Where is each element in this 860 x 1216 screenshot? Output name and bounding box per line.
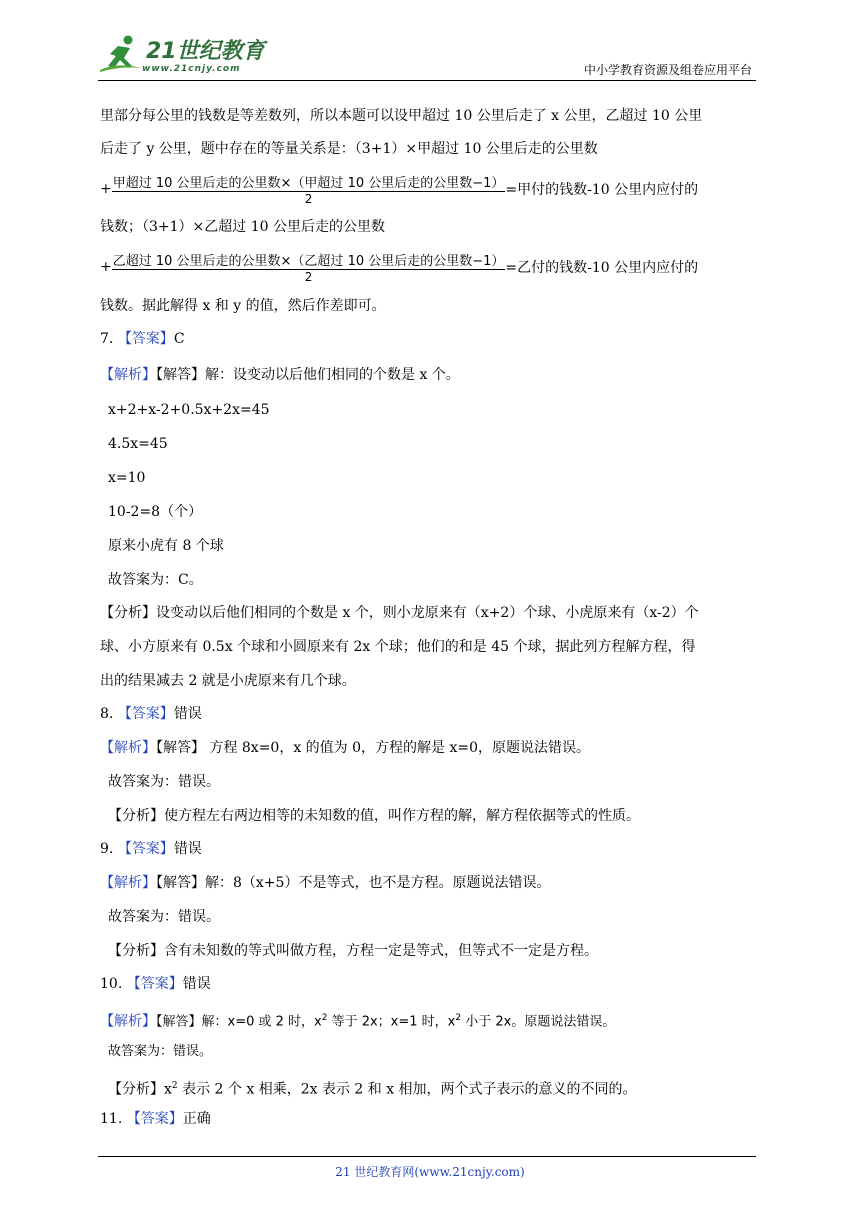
- logo: [98, 34, 268, 78]
- question-8-answer: [100, 704, 202, 724]
- logo-url: www.21cnjy.com: [142, 64, 241, 74]
- analysis-text: 【分析】x: [108, 1081, 172, 1098]
- analysis-line: 球、小方原来有 0.5x 个球和小圆原来有 2x 个球；他们的和是 45 个球，据此列方程解方程，得: [100, 639, 696, 655]
- answer-tag: 【答案】: [126, 1111, 183, 1127]
- conclusion-line: 故答案为：错误。: [108, 909, 220, 925]
- question-7-solution: [100, 365, 460, 385]
- platform-name: 中小学教育资源及组卷应用平台: [583, 63, 752, 77]
- plus-sign: +: [100, 259, 112, 275]
- question-8-solution: [100, 738, 590, 758]
- question-10-solution: [100, 1008, 615, 1033]
- solution-text: 【解答】 方程 8x=0，x 的值为 0，方程的解是 x=0，原题说法错误。: [156, 740, 591, 756]
- step-line: 原来小虎有 8 个球: [108, 538, 224, 554]
- solution-text: 【解答】解：x=0 或 2 时，x: [156, 1014, 322, 1030]
- superscript: 2: [171, 1081, 178, 1091]
- step-line: 4.5x=45: [108, 436, 168, 452]
- analysis-tag: 【解析】: [100, 1013, 156, 1030]
- solution-text: 【解答】解：设变动以后他们相同的个数是 x 个。: [156, 367, 460, 383]
- step-line: 10-2=8（个）: [108, 504, 203, 520]
- analysis-line: 【分析】设变动以后他们相同的个数是 x 个，则小龙原来有（x+2）个球、小虎原来有（x-2）个: [100, 605, 699, 621]
- plus-sign: +: [100, 181, 112, 197]
- conclusion-line: 故答案为：错误。: [108, 774, 220, 790]
- analysis-tag: 【解析】: [100, 367, 156, 383]
- analysis-text: 表示 2 个 x 相乘，2x 表示 2 和 x 相加，两个式子表示的意义的不同的。: [177, 1081, 637, 1098]
- text-line: 里部分每公里的钱数是等差数列，所以本题可以设甲超过 10 公里后走了 x 公里，乙超过 10 公里: [100, 108, 703, 124]
- analysis-line: 【分析】使方程左右两边相等的未知数的值，叫作方程的解，解方程依据等式的性质。: [108, 808, 640, 824]
- page-footer: 21 世纪教育网(www.21cnjy.com): [335, 1165, 525, 1179]
- fraction: [112, 250, 506, 284]
- step-line: x+2+x-2+0.5x+2x=45: [108, 402, 270, 418]
- answer-tag: 【答案】: [126, 976, 183, 992]
- runner-logo-icon: [98, 34, 144, 76]
- text-line: 后走了 y 公里，题中存在的等量关系是：（3+1）×甲超过 10 公里后走的公里数: [100, 141, 598, 157]
- solution-text: 【解答】解：8（x+5）不是等式，也不是方程。原题说法错误。: [156, 875, 551, 891]
- solution-text: 小于 2x。原题说法错误。: [461, 1014, 616, 1030]
- question-number: 7.: [100, 331, 114, 347]
- question-9-answer: [100, 839, 202, 859]
- question-number: 11.: [100, 1111, 123, 1127]
- fraction-line-1: [100, 172, 698, 206]
- page-header: [98, 28, 756, 81]
- question-number: 9.: [100, 841, 114, 857]
- answer-value: C: [173, 331, 185, 347]
- fraction-suffix: =乙付的钱数-10 公里内应付的: [505, 260, 699, 276]
- answer-value: 正确: [182, 1111, 211, 1127]
- analysis-tag: 【解析】: [100, 875, 156, 891]
- answer-tag: 【答案】: [117, 841, 174, 857]
- conclusion-line: 故答案为：C。: [108, 572, 203, 588]
- footer-divider: [98, 1156, 756, 1157]
- question-10-answer: [100, 974, 211, 994]
- analysis-line: 【分析】含有未知数的等式叫做方程，方程一定是等式，但等式不一定是方程。: [108, 943, 598, 959]
- step-line: x=10: [108, 470, 146, 486]
- question-11-answer: [100, 1109, 211, 1129]
- text-line: 钱数。据此解得 x 和 y 的值，然后作差即可。: [100, 298, 386, 314]
- fraction-line-2: [100, 250, 698, 284]
- conclusion-line: 故答案为：错误。: [108, 1044, 213, 1059]
- analysis-line: [108, 1076, 637, 1100]
- fraction-denominator: 2: [304, 192, 313, 206]
- fraction-suffix: =甲付的钱数-10 公里内应付的: [505, 182, 699, 198]
- analysis-tag: 【解析】: [100, 740, 156, 756]
- question-7-answer: [100, 329, 185, 349]
- question-9-solution: [100, 873, 550, 893]
- answer-value: 错误: [173, 841, 202, 857]
- answer-tag: 【答案】: [117, 706, 174, 722]
- superscript: 2: [321, 1013, 328, 1023]
- text-line: 钱数；（3+1）×乙超过 10 公里后走的公里数: [100, 219, 385, 235]
- solution-text: 等于 2x；x=1 时，x: [327, 1014, 456, 1030]
- answer-value: 错误: [173, 706, 202, 722]
- answer-tag: 【答案】: [117, 331, 174, 347]
- fraction-denominator: 2: [304, 270, 313, 284]
- fraction-numerator: 甲超过 10 公里后走的公里数×（甲超过 10 公里后走的公里数−1）: [112, 172, 506, 192]
- analysis-line: 出的结果减去 2 就是小虎原来有几个球。: [100, 673, 356, 689]
- question-number: 10.: [100, 976, 123, 992]
- fraction: [112, 172, 506, 206]
- answer-value: 错误: [182, 976, 211, 992]
- question-number: 8.: [100, 706, 114, 722]
- logo-text: 21世纪教育: [146, 39, 265, 64]
- superscript: 2: [455, 1013, 462, 1023]
- fraction-numerator: 乙超过 10 公里后走的公里数×（乙超过 10 公里后走的公里数−1）: [112, 250, 506, 270]
